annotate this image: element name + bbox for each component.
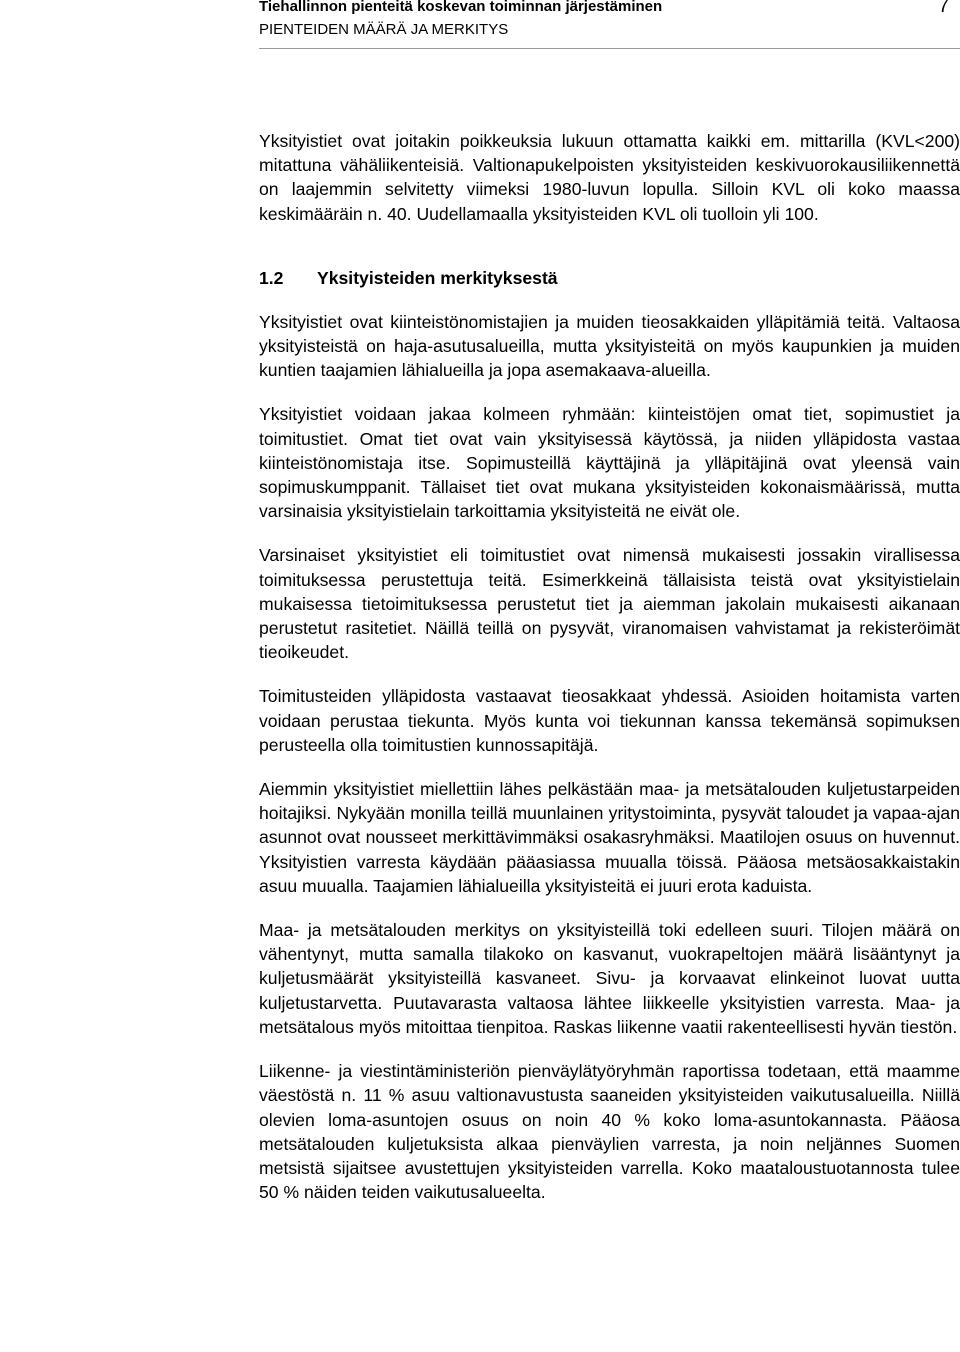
paragraph: Maa- ja metsätalouden merkitys on yksityisteillä toki edelleen suuri. Tilojen määrä on vähentynyt, mutta samalla tilakoko on kasvanut, vuokrapeltojen määrä lisääntynyt ja kuljetusmäärät yksityisteillä kasvaneet. Sivu- ja korvaavat elinkeinot luovat uutta kuljetustarvetta. Puutavarasta valtaosa lähtee liikkeelle yksityistien varresta. Maa- ja metsätalous myös mitoittaa tienpitoa. Raskas liikenne vaatii rakenteellisesti hyvän tiestön. (259, 920, 960, 1037)
paragraph: Varsinaiset yksityistiet eli toimitustiet ovat nimensä mukaisesti jossakin virallisessa toimituksessa perustettuja teitä. Esimerkkeinä tällaisista teistä ovat yksityistielain mukaisessa tietoimituksessa perustetut tiet ja aiemman jakolain mukaisesti aikanaan perustetut rasitetiet. Näillä teillä on pysyvät, viranomaisen vahvistamat ja rekisteröimät tieoikeudet. (259, 545, 960, 663)
section-title: Yksityisteiden merkityksestä (317, 267, 558, 288)
document-body (259, 129, 960, 1224)
running-header (259, 0, 960, 49)
paragraph: Toimitusteiden ylläpidosta vastaavat tieosakkaat yhdessä. Asioiden hoitamista varten voidaan perustaa tiekunta. Myös kunta voi tiekunnan kanssa tekemänsä sopimuksen perusteella olla toimitustien kunnossapitäjä. (259, 686, 960, 755)
page-number: 7 (938, 0, 949, 17)
paragraph: Liikenne- ja viestintäministeriön pienväylätyöryhmän raportissa todetaan, että maamme väestöstä n. 11 % asuu valtionavustusta saaneiden yksityisteiden vaikutusalueilla. Niillä olevien loma-asuntojen osuus on noin 40 % koko loma-asuntokannasta. Pääosa metsätalouden kuljetuksista alkaa pienväylien varresta, ja noin neljännes Suomen metsistä sijaitsee avustettujen yksityisteiden varrella. Koko maataloustuotannosta tulee 50 % näiden teiden vaikutusalueelta. (259, 1061, 960, 1203)
document-title: Tiehallinnon pienteitä koskevan toiminnan järjestäminen (259, 0, 663, 15)
paragraph: Yksityistiet voidaan jakaa kolmeen ryhmään: kiinteistöjen omat tiet, sopimustiet ja toimitustiet. Omat tiet ovat vain yksityisessä käytössä, ja niiden ylläpidosta vastaa kiinteistönomistaja itse. Sopimusteillä käyttäjinä ja ylläpitäjinä ovat yleensä vain sopimuskumppanit. Tällaiset tiet ovat mukana yksityisteiden kokonaismäärissä, mutta varsinaisia yksityistielain tarkoittamia yksityisteitä ne eivät ole. (259, 404, 960, 522)
section-number: 1.2 (259, 267, 284, 288)
chapter-title: PIENTEIDEN MÄÄRÄ JA MERKITYS (259, 21, 509, 38)
intro-paragraph: Yksityistiet ovat joitakin poikkeuksia lukuun ottamatta kaikki em. mittarilla (KVL<200) mitattuna vähäliikenteisiä. Valtionapukelpoisten yksityisteiden keskivuorokausiliikennettä on laajemmin selvitetty viimeksi 1980-luvun lopulla. Silloin KVL oli koko maassa keskimääräin n. 40. Uudellamaalla yksityisteiden KVL oli tuolloin yli 100. (259, 131, 960, 224)
section-heading (259, 266, 960, 290)
paragraph: Aiemmin yksityistiet miellettiin lähes pelkästään maa- ja metsätalouden kuljetustarpeiden hoitajiksi. Nykyään monilla teillä muunlainen yritystoiminta, pysyvät taloudet ja vapaa-ajan asunnot ovat nousseet merkittävimmäksi osakasryhmäksi. Maatilojen osuus on huvennut. Yksityistien varresta käydään pääasiassa muualla töissä. Pääosa metsäosakkaistakin asuu muualla. Taajamien lähialueilla yksityisteitä ei juuri erota kaduista. (259, 779, 960, 896)
paragraph: Yksityistiet ovat kiinteistönomistajien ja muiden tieosakkaiden ylläpitämiä teitä. Valtaosa yksityisteistä on haja-asutusalueilla, mutta yksityisteitä on myös kaupunkien ja muiden kuntien taajamien lähialueilla ja jopa asemakaava-alueilla. (259, 311, 960, 381)
